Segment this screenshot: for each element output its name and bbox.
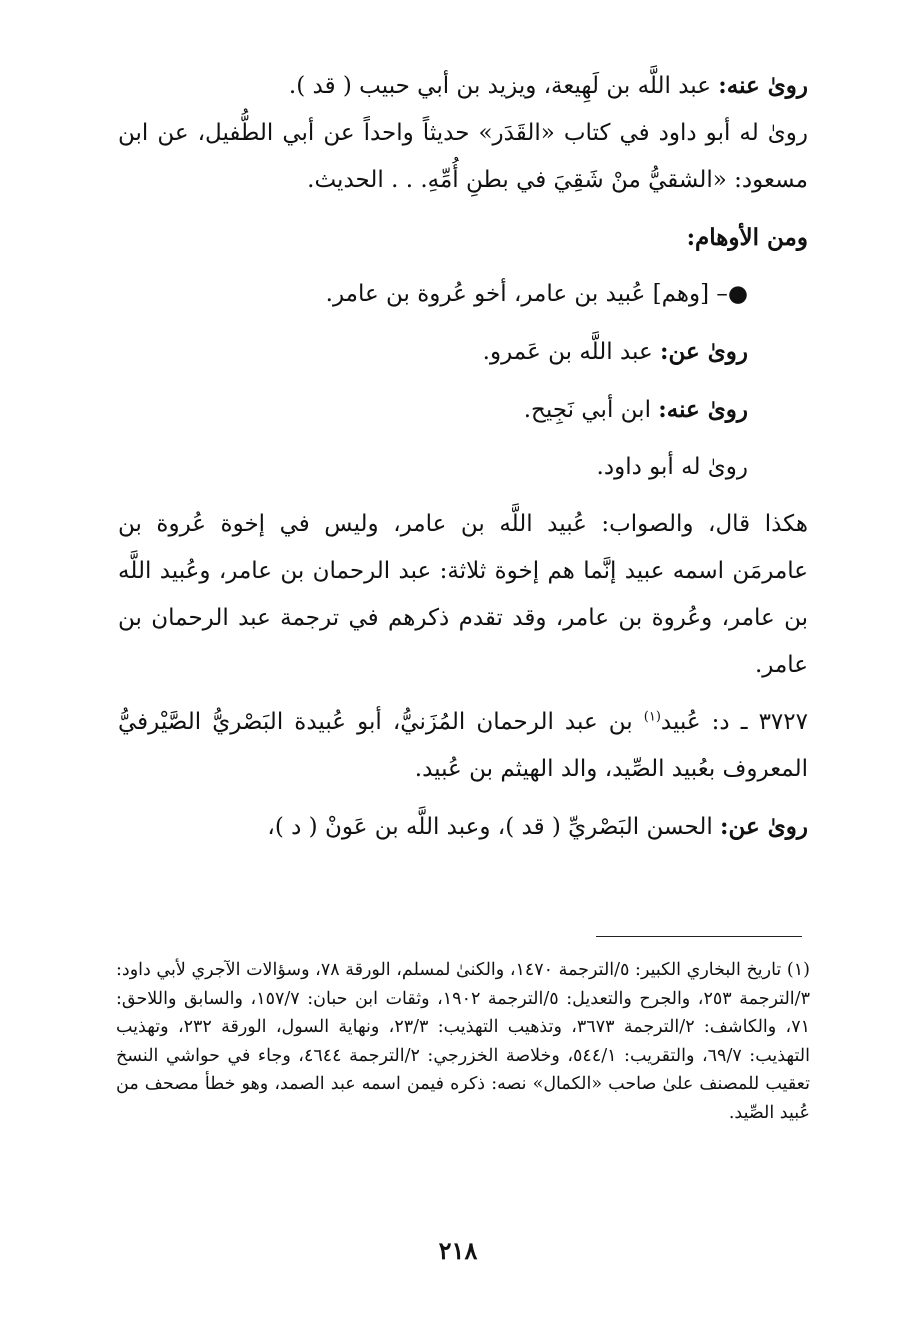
text: الحسن البَصْريِّ ( قد )، وعبد اللَّه بن عَونْ ( د )، [267,814,721,840]
footnotes [116,956,810,1127]
label-rawa-an: روىٰ عن: [660,338,748,365]
label-rawa-an: روىٰ عن: [720,813,808,840]
entry-wahm-ubaid: ●– [وهم] عُبيد بن عامر، أخو عُروة بن عامر. [325,281,748,307]
paragraph-abu-dawud: روىٰ له أبو داود. [596,454,748,480]
paragraph-correction: هكذا قال، والصواب: عُبيد اللَّه بن عامر، وليس في إخوة عُروة بن عامرمَن اسمه عبيد إنَّما هم إخوة ثلاثة: عبد الرحمان بن عامر، وعُبيد اللَّه بن عامر، وعُروة بن عامر، وقد تقدم ذكرهم في ترجمة عبد الرحمان بن عامر. [118,511,808,678]
paragraph-narrated-from-2 [118,803,808,851]
section-heading-awham: ومن الأوهام: [686,224,808,251]
text: عبد اللَّه بن عَمرو. [482,339,661,365]
label-rawa-anhu: روىٰ عنه: [658,396,748,423]
paragraph-narrators-from-2 [118,386,808,434]
footnote-ref: (١) [643,709,661,725]
main-text [118,62,808,851]
paragraph-abu-dawud-hadith: روىٰ له أبو داود في كتاب «القَدَر» حديثاً واحداً عن أبي الطُّفيل، عن ابن مسعود: «الشقيُّ منْ شَقِيَ في بطنِ أُمِّهِ. . . الحديث. [118,120,808,193]
entry-number: ٣٧٢٧ ـ د: عُبيد [660,709,808,735]
paragraph-narrators-from [118,62,808,110]
label-rawa-anhu: روىٰ عنه: [718,72,808,99]
text: ابن أبي نَجِيح. [523,397,659,423]
entry-3727 [118,699,808,793]
page-number: ٢١٨ [438,1236,478,1265]
entry-text: بن عبد الرحمان المُزَنيُّ، أبو عُبيدة البَصْريُّ الصَّيْرفيُّ المعروف بعُبيد الصِّيد، والد الهيثم بن عُبيد. [118,709,808,782]
footnote-divider [596,936,802,937]
paragraph-narrated-from [118,328,808,376]
text: عبد اللَّه بن لَهِيعة، ويزيد بن أبي حبيب ( قد ). [288,73,719,99]
footnote-1: (١) تاريخ البخاري الكبير: ٥/الترجمة ١٤٧٠، والكنىٰ لمسلم، الورقة ٧٨، وسؤالات الآجري لأبي داود: ٣/الترجمة ٢٥٣، والجرح والتعديل: ٥/الترجمة ١٩٠٢، وثقات ابن حبان: ١٥٧/٧، والسابق واللاحق: ٧١، والكاشف: ٢/الترجمة ٣٦٧٣، وتذهيب التهذيب: ٢٣/٣، ونهاية السول، الورقة ٢٣٢، وتهذيب التهذيب: ٦٩/٧، والتقريب: ٥٤٤/١، وخلاصة الخزرجي: ٢/الترجمة ٤٦٤٤، وجاء في حواشي النسخ تعقيب للمصنف علىٰ صاحب «الكمال» نصه: ذكره فيمن اسمه عبد الصمد، وهو خطأ مصحف من عُبيد الصِّيد. [116,960,810,1123]
